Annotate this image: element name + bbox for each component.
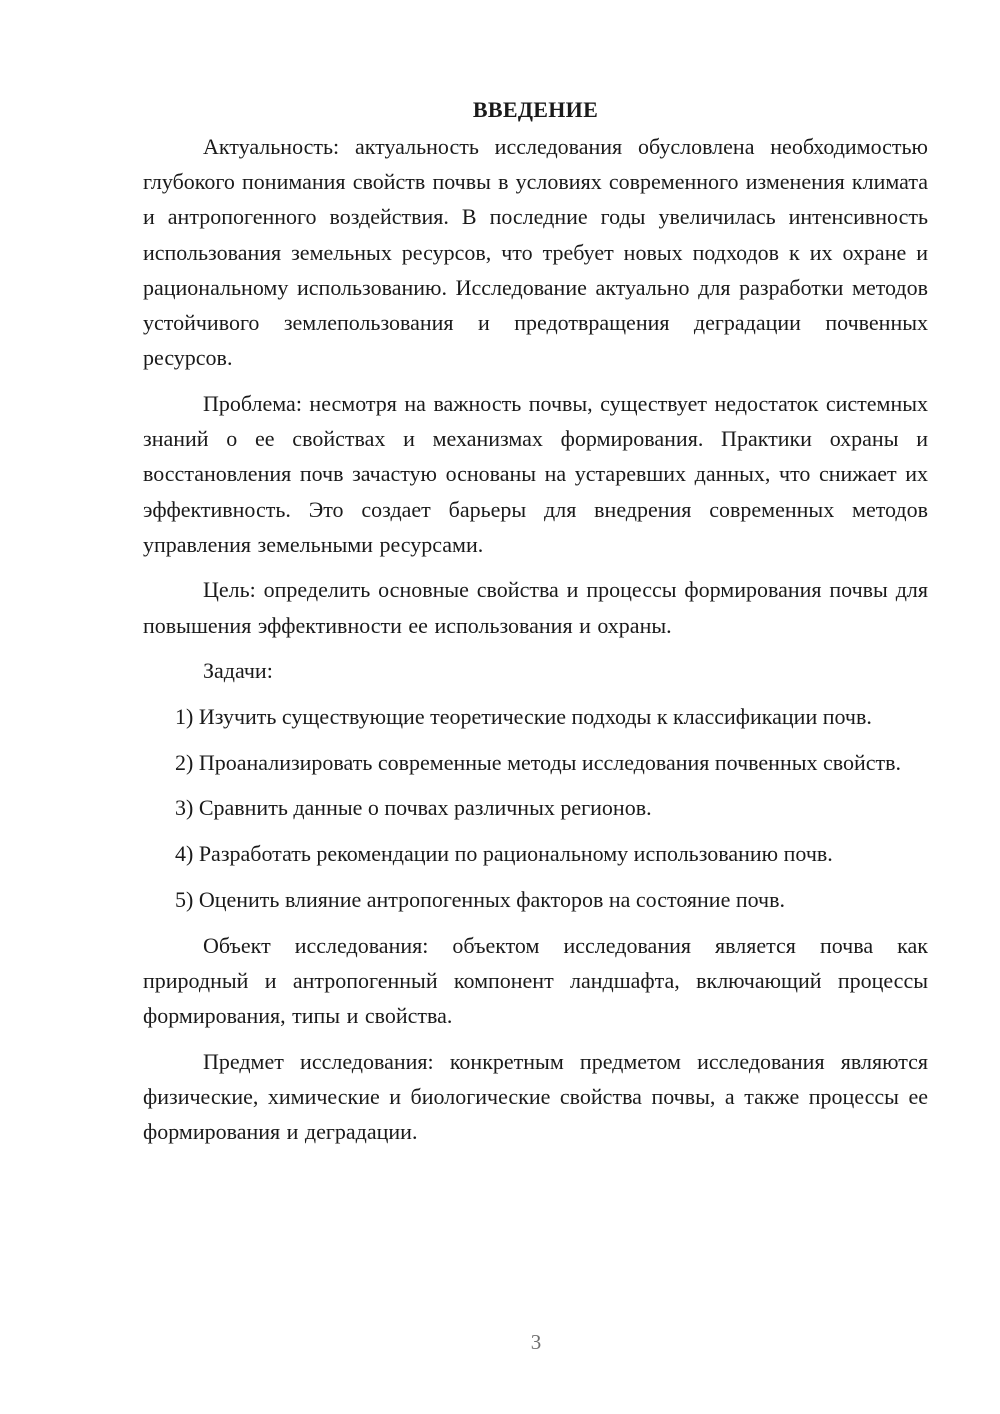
page-title: ВВЕДЕНИЕ: [472, 97, 599, 122]
paragraph-object: Объект исследования: объектом исследования является почва как природный и антропогенный компонент ландшафта, включающий процессы формирования, типы и свойства.: [143, 932, 928, 1028]
document-page: [143, 92, 928, 1160]
paragraph-subject: Предмет исследования: конкретным предметом исследования являются физические, химические и биологические свойства почвы, а также процессы ее формирования и деградации.: [143, 1048, 928, 1145]
page-number: 3: [530, 1330, 542, 1354]
task-item-4: 4) Разработать рекомендации по рациональному использованию почв.: [175, 841, 833, 867]
paragraph-relevance: Актуальность: актуальность исследования обусловлена необходимостью глубокого понимания свойств почвы в условиях современного изменения климата и антропогенного воздействия. В последние годы увеличилась интенсивность использования земельных ресурсов, что требует новых подходов к их охране и рациональному использованию. Исследование актуально для разработки методов устойчивого землепользования и предотвращения деградации почвенных ресурсов.: [143, 134, 928, 371]
task-item-5: 5) Оценить влияние антропогенных факторов на состояние почв.: [175, 886, 785, 912]
paragraph-goal: Цель: определить основные свойства и процессы формирования почвы для повышения эффективности ее использования и охраны.: [143, 577, 928, 638]
task-item-1: 1) Изучить существующие теоретические подходы к классификации почв.: [175, 704, 872, 730]
tasks-label: Задачи:: [203, 658, 273, 684]
task-item-2: 2) Проанализировать современные методы исследования почвенных свойств.: [175, 749, 902, 775]
task-item-3: 3) Сравнить данные о почвах различных регионов.: [175, 795, 652, 821]
paragraph-problem: Проблема: несмотря на важность почвы, существует недостаток системных знаний о ее свойствах и механизмах формирования. Практики охраны и восстановления почв зачастую основаны на устаревших данных, что снижает их эффективность. Это создает барьеры для внедрения современных методов управления земельными ресурсами.: [143, 390, 928, 557]
